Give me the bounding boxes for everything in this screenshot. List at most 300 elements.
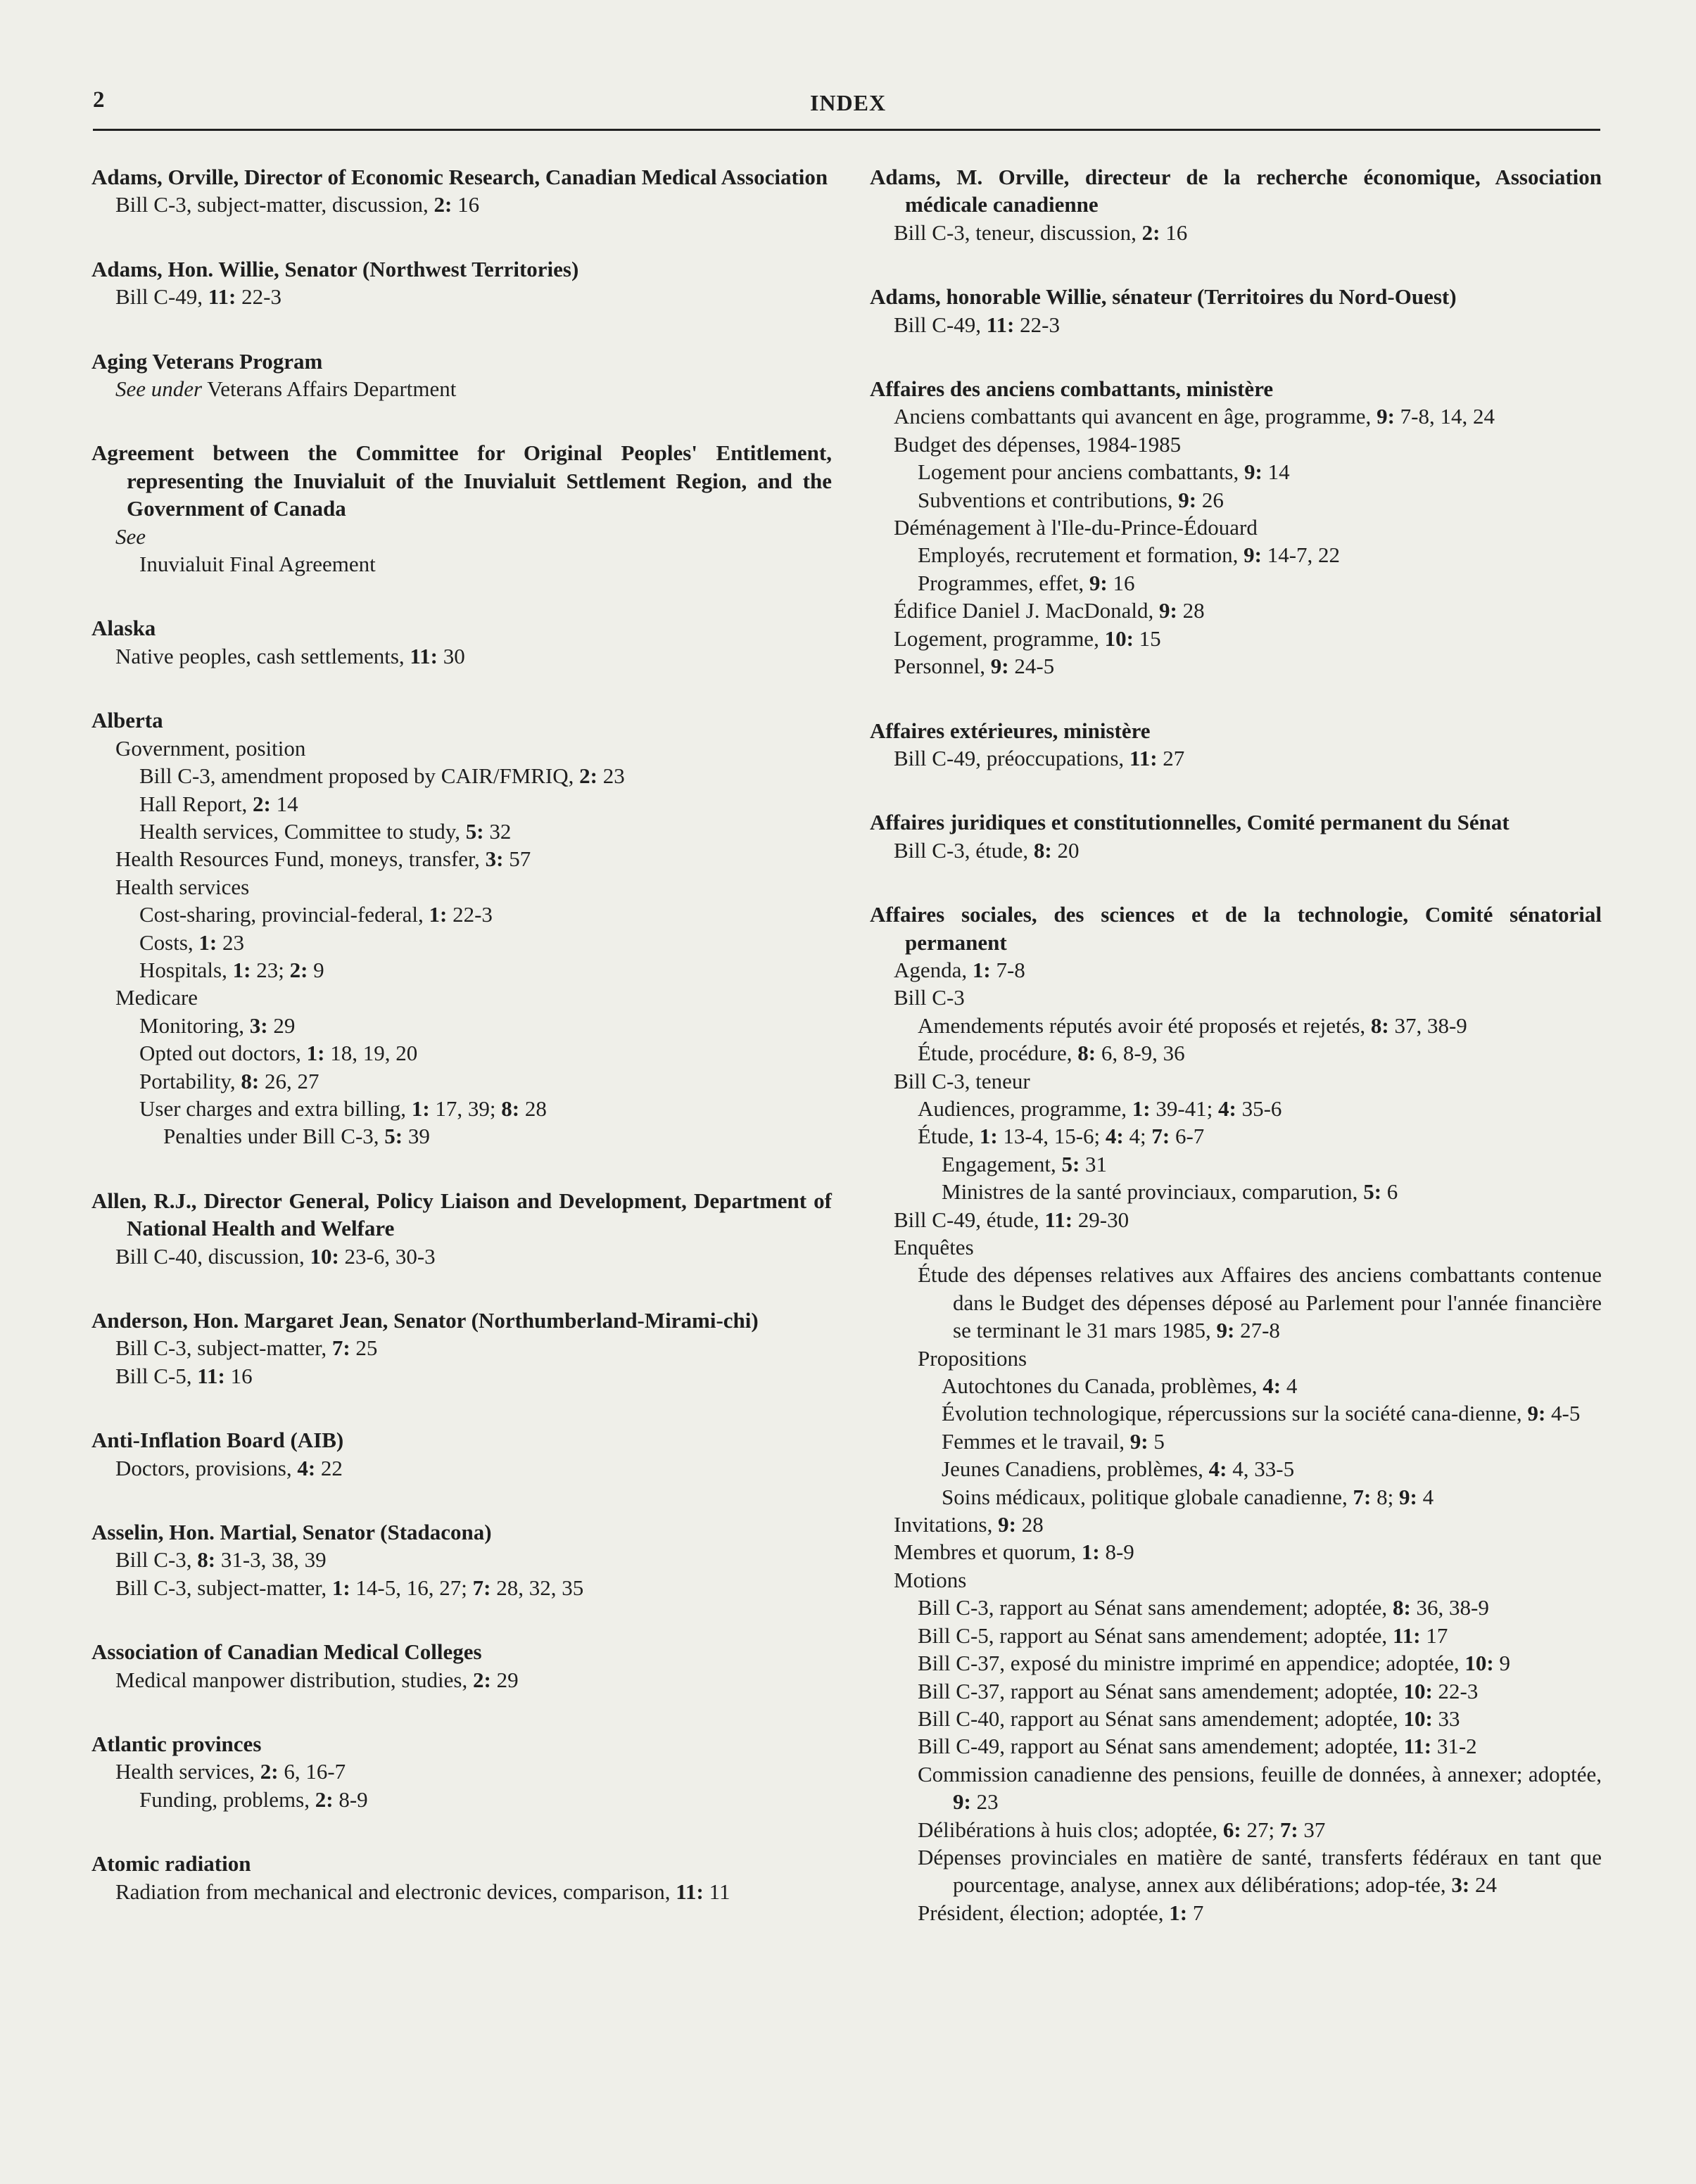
page-numbers: 28: [1177, 598, 1205, 623]
subline-text: Bill C-49, rapport au Sénat sans amendement; adoptée,: [918, 1734, 1404, 1759]
page-numbers: 27-8: [1234, 1318, 1280, 1343]
issue-number: 8:: [197, 1547, 216, 1573]
page-numbers: 7: [1187, 1900, 1204, 1925]
issue-number: 2:: [260, 1759, 279, 1784]
issue-number: 1:: [198, 929, 217, 955]
issue-number: 11:: [1044, 1207, 1073, 1232]
entry-subline: [870, 1233, 1602, 1261]
issue-number: 11:: [410, 643, 438, 668]
entry-subline: [870, 1649, 1602, 1677]
page-numbers: 25: [350, 1335, 378, 1361]
subline-text: Bill C-3: [894, 985, 965, 1010]
index-entry: [91, 348, 832, 403]
subline-text: Audiences, programme,: [918, 1096, 1132, 1121]
entry-subline: [870, 1511, 1602, 1538]
subline-text: User charges and extra billing,: [139, 1096, 412, 1121]
issue-number: 9:: [1244, 459, 1262, 485]
subline-text: Logement, programme,: [894, 626, 1105, 651]
issue-number: 2:: [1141, 220, 1160, 245]
page-numbers: 4-5: [1545, 1401, 1581, 1426]
subline-text: Commission canadienne des pensions, feuille de données, à annexer; adoptée,: [918, 1761, 1602, 1786]
issue-number: 9:: [1377, 404, 1395, 429]
subline-text: Soins médicaux, politique globale canadienne,: [942, 1484, 1353, 1509]
entry-subline: [870, 597, 1602, 624]
entry-subline: [91, 1012, 832, 1039]
issue-number: 9:: [953, 1789, 971, 1815]
issue-number: 1:: [1081, 1539, 1100, 1565]
see-reference-label: See: [115, 523, 146, 549]
subline-text: Bill C-49,: [894, 312, 987, 337]
entry-subline: [870, 1150, 1602, 1178]
entry-subline: [91, 1574, 832, 1601]
entry-subline: [91, 1362, 832, 1390]
page-numbers: 17: [1420, 1623, 1448, 1648]
issue-number: 7:: [331, 1335, 350, 1361]
entry-subline: [870, 1594, 1602, 1621]
subline-text: Opted out doctors,: [139, 1041, 307, 1066]
issue-number: 9:: [1089, 570, 1108, 595]
subline-text: Agenda,: [894, 957, 973, 982]
page-numbers: 6-7: [1170, 1124, 1205, 1149]
issue-number: 1:: [972, 957, 991, 982]
issue-number: 1:: [1169, 1900, 1188, 1925]
entry-subline: [870, 402, 1602, 430]
entry-subline: [91, 735, 832, 762]
page-numbers: 23;: [251, 957, 290, 982]
page-numbers: 18, 19, 20: [324, 1041, 418, 1066]
entry-subline: [91, 550, 832, 578]
subline-text: Native peoples, cash settlements,: [115, 643, 410, 668]
subline-text: Programmes, effet,: [918, 570, 1089, 595]
subline-text: Jeunes Canadiens, problèmes,: [942, 1456, 1209, 1482]
entry-subline: [870, 569, 1602, 597]
subline-text: Étude, procédure,: [918, 1041, 1078, 1066]
subline-text: Étude des dépenses relatives aux Affaires des anciens combattants contenue dans le Budget des dépenses déposé au Parlement pour l'année financière se terminant le 31 mars 1985,: [918, 1262, 1602, 1343]
see-reference-label: See under: [115, 376, 203, 402]
page-numbers: 36, 38-9: [1410, 1595, 1489, 1620]
page-numbers: 23-6, 30-3: [338, 1243, 436, 1269]
entry-subline: [870, 1428, 1602, 1455]
entry-subline: [91, 1758, 832, 1785]
subline-text: Cost-sharing, provincial-federal,: [139, 902, 429, 927]
issue-number: 11:: [986, 312, 1015, 337]
entry-subline: [91, 642, 832, 670]
issue-number: 4:: [1208, 1456, 1227, 1482]
entry-heading: Affaires sociales, des sciences et de la technologie, Comité sénatorial permanent: [870, 902, 1602, 955]
entry-subline: [870, 1816, 1602, 1843]
subline-text: Bill C-40, discussion,: [115, 1243, 310, 1269]
entry-subline: [870, 1455, 1602, 1483]
entry-heading: Atomic radiation: [91, 1851, 251, 1877]
page-numbers: 39: [403, 1124, 430, 1149]
index-entry: [91, 706, 832, 1150]
entry-subline: [91, 283, 832, 310]
entry-subline: [91, 1095, 832, 1122]
subline-text: Health services,: [115, 1759, 260, 1784]
subline-text: Bill C-3, subject-matter,: [115, 1335, 332, 1361]
page-numbers: 11: [703, 1879, 730, 1904]
subline-text: Bill C-49, préoccupations,: [894, 745, 1129, 770]
subline-text: Veterans Affairs Department: [202, 376, 457, 402]
page-numbers: 27;: [1241, 1817, 1280, 1842]
subline-text: Bill C-5,: [115, 1363, 198, 1388]
subline-text: Dépenses provinciales en matière de santé, transferts fédéraux en tant que pourcentage, analyse, annex aux délibérations; adop-tée,: [918, 1844, 1602, 1898]
page-numbers: 24: [1469, 1872, 1497, 1898]
entry-subline: [870, 744, 1602, 772]
page-numbers: 5: [1148, 1428, 1165, 1454]
entry-subline: [870, 541, 1602, 569]
entry-heading: Adams, Hon. Willie, Senator (Northwest Territories): [91, 256, 579, 281]
subline-text: Health Resources Fund, moneys, transfer,: [115, 846, 486, 872]
subline-text: Medical manpower distribution, studies,: [115, 1667, 473, 1692]
page-numbers: 4: [1417, 1484, 1434, 1509]
issue-number: 9:: [1178, 487, 1197, 512]
subline-text: Délibérations à huis clos; adoptée,: [918, 1817, 1223, 1842]
subline-text: Government, position: [115, 735, 306, 761]
subline-text: Bill C-5, rapport au Sénat sans amendement; adoptée,: [918, 1623, 1393, 1648]
page-numbers: 6: [1381, 1179, 1398, 1205]
subline-text: Doctors, provisions,: [115, 1455, 298, 1480]
page-numbers: 35-6: [1236, 1096, 1282, 1121]
entry-heading: Adams, honorable Willie, sénateur (Territoires du Nord-Ouest): [870, 284, 1457, 310]
issue-number: 3:: [249, 1012, 268, 1038]
entry-subline: [91, 901, 832, 928]
page-numbers: 15: [1133, 626, 1161, 651]
issue-number: 4:: [297, 1455, 316, 1480]
entry-heading: Anti-Inflation Board (AIB): [91, 1428, 344, 1453]
issue-number: 7:: [1151, 1124, 1170, 1149]
issue-number: 1:: [306, 1041, 325, 1066]
entry-subline: [870, 1012, 1602, 1039]
page-numbers: 6, 8-9, 36: [1096, 1041, 1185, 1066]
issue-number: 9:: [990, 654, 1009, 679]
entry-subline: [91, 1454, 832, 1482]
issue-number: 9:: [1243, 542, 1262, 568]
page-numbers: 16: [1160, 220, 1188, 245]
page-numbers: 28: [1015, 1512, 1044, 1537]
subline-text: Bill C-49, étude,: [894, 1207, 1045, 1232]
subline-text: Radiation from mechanical and electronic devices, comparison,: [115, 1879, 676, 1904]
issue-number: 2:: [315, 1786, 334, 1812]
page-numbers: 23: [970, 1789, 999, 1815]
subline-text: Édifice Daniel J. MacDonald,: [894, 598, 1160, 623]
entry-subline: [870, 956, 1602, 984]
subline-text: Budget des dépenses, 1984-1985: [894, 431, 1182, 457]
issue-number: 5:: [384, 1124, 403, 1149]
subline-text: Bill C-3, étude,: [894, 837, 1034, 863]
entry-heading: Allen, R.J., Director General, Policy Liaison and Development, Department of National Health and Welfare: [91, 1188, 832, 1241]
page-numbers: 26: [1196, 487, 1224, 512]
entry-subline: [91, 873, 832, 901]
page-numbers: 31-2: [1431, 1734, 1477, 1759]
issue-number: 3:: [485, 846, 504, 872]
issue-number: 3:: [1451, 1872, 1470, 1898]
page-numbers: 31-3, 38, 39: [215, 1547, 327, 1573]
entry-subline: [870, 514, 1602, 541]
entry-heading: Agreement between the Committee for Original Peoples' Entitlement, representing the Inuvialuit of the Inuvialuit Settlement Region, and the Government of Canada: [91, 440, 832, 521]
issue-number: 9:: [1159, 598, 1177, 623]
page-numbers: 23: [597, 763, 625, 789]
issue-number: 5:: [1363, 1179, 1382, 1205]
issue-number: 1:: [1132, 1096, 1151, 1121]
issue-number: 1:: [331, 1575, 350, 1600]
page-title: INDEX: [809, 90, 887, 115]
entry-subline: [91, 1666, 832, 1694]
entry-subline: [91, 984, 832, 1011]
issue-number: 11:: [208, 284, 236, 310]
entry-subline: [91, 762, 832, 789]
subline-text: Hospitals,: [139, 957, 233, 982]
subline-text: Inuvialuit Final Agreement: [139, 552, 376, 577]
subline-text: Bill C-3, rapport au Sénat sans amendement; adoptée,: [918, 1595, 1393, 1620]
index-entry: [870, 163, 1602, 246]
entry-subline: [870, 311, 1602, 338]
page-numbers: 29-30: [1072, 1207, 1129, 1232]
subline-text: Invitations,: [894, 1512, 999, 1537]
subline-text: Engagement,: [942, 1151, 1062, 1176]
page-numbers: 23: [217, 929, 244, 955]
entry-heading: Anderson, Hon. Margaret Jean, Senator (Northumberland-Mirami-chi): [91, 1308, 759, 1333]
issue-number: 8:: [241, 1068, 260, 1093]
index-entry: [91, 1850, 832, 1905]
issue-number: 2:: [434, 192, 453, 217]
issue-number: 5:: [1061, 1151, 1080, 1176]
subline-text: Bill C-3, amendment proposed by CAIR/FMRIQ,: [139, 763, 580, 789]
subline-text: Motions: [894, 1567, 967, 1592]
issue-number: 11:: [197, 1363, 225, 1388]
issue-number: 4:: [1262, 1373, 1282, 1399]
subline-text: Femmes et le travail,: [942, 1428, 1130, 1454]
entry-subline: [870, 486, 1602, 514]
subline-text: Bill C-37, exposé du ministre imprimé en appendice; adoptée,: [918, 1651, 1465, 1676]
entry-heading: Aging Veterans Program: [91, 348, 323, 374]
page-numbers: 22-3: [447, 902, 493, 927]
entry-subline: [91, 1786, 832, 1813]
issue-number: 9:: [1216, 1318, 1235, 1343]
subline-text: Président, élection; adoptée,: [918, 1900, 1170, 1925]
issue-number: 10:: [1403, 1706, 1433, 1731]
issue-number: 10:: [310, 1243, 339, 1269]
page-numbers: 22-3: [1432, 1678, 1479, 1703]
page-numbers: 22-3: [1014, 312, 1060, 337]
entry-subline: [91, 191, 832, 218]
entry-subline: [870, 1760, 1602, 1816]
issue-number: 7:: [1279, 1817, 1298, 1842]
page-numbers: 8-9: [1099, 1539, 1134, 1565]
entry-subline: [870, 1538, 1602, 1566]
index-entry: [91, 1187, 832, 1270]
subline-text: Enquêtes: [894, 1235, 974, 1259]
issue-number: 2:: [289, 957, 308, 982]
right-column: [870, 163, 1602, 1963]
entry-subline: [870, 652, 1602, 680]
issue-number: 9:: [1399, 1484, 1417, 1509]
issue-number: 11:: [1403, 1734, 1432, 1759]
page-numbers: 33: [1432, 1706, 1460, 1731]
subline-text: Personnel,: [894, 654, 991, 679]
subline-text: Bill C-40, rapport au Sénat sans amendement; adoptée,: [918, 1706, 1404, 1731]
entry-subline: [91, 1878, 832, 1905]
entry-subline: [870, 1843, 1602, 1899]
entry-subline: [870, 1705, 1602, 1732]
subline-text: Bill C-3, teneur, discussion,: [894, 220, 1142, 245]
issue-number: 5:: [465, 818, 484, 844]
header-rule: [93, 129, 1600, 131]
entry-subline: [91, 956, 832, 984]
page-numbers: 29: [267, 1012, 296, 1038]
index-entry: [870, 283, 1602, 338]
entry-subline: [870, 984, 1602, 1011]
entry-subline: [91, 1546, 832, 1573]
entry-subline: [91, 929, 832, 956]
issue-number: 1:: [979, 1124, 998, 1149]
index-entry: [870, 717, 1602, 773]
subline-text: Bill C-3, teneur: [894, 1068, 1030, 1093]
subline-text: Bill C-3, subject-matter,: [115, 1575, 332, 1600]
issue-number: 10:: [1104, 626, 1134, 651]
entry-subline: [870, 837, 1602, 864]
issue-number: 7:: [472, 1575, 491, 1600]
entry-subline: [91, 523, 832, 550]
issue-number: 1:: [232, 957, 251, 982]
subline-text: Bill C-49,: [115, 284, 208, 310]
entry-subline: [91, 790, 832, 818]
entry-subline: [870, 1206, 1602, 1233]
subline-text: Funding, problems,: [139, 1786, 315, 1812]
entry-subline: [91, 818, 832, 845]
page-numbers: 14-5, 16, 27;: [350, 1575, 473, 1600]
page-numbers: 20: [1051, 837, 1080, 863]
issue-number: 6:: [1222, 1817, 1241, 1842]
entry-subline: [870, 431, 1602, 458]
page-numbers: 9: [1493, 1651, 1510, 1676]
page-numbers: 31: [1080, 1151, 1108, 1176]
subline-text: Propositions: [918, 1345, 1027, 1371]
subline-text: Déménagement à l'Ile-du-Prince-Édouard: [894, 515, 1258, 540]
page-numbers: 30: [438, 643, 465, 668]
subline-text: Évolution technologique, répercussions sur la société cana-dienne,: [942, 1401, 1528, 1426]
issue-number: 4:: [1105, 1124, 1124, 1149]
issue-number: 4:: [1218, 1096, 1236, 1121]
entry-heading: Affaires extérieures, ministère: [870, 718, 1151, 743]
page-numbers: 29: [491, 1667, 519, 1692]
subline-text: Portability,: [139, 1068, 241, 1093]
page-numbers: 7-8: [990, 957, 1025, 982]
entry-subline: [870, 1095, 1602, 1122]
page-numbers: 32: [483, 818, 512, 844]
issue-number: 10:: [1403, 1678, 1433, 1703]
page-numbers: 4: [1281, 1373, 1298, 1399]
page-numbers: 4, 33-5: [1227, 1456, 1295, 1482]
index-entry: [91, 255, 832, 311]
issue-number: 9:: [1527, 1401, 1546, 1426]
page-numbers: 37, 38-9: [1388, 1012, 1467, 1038]
entry-subline: [91, 1334, 832, 1361]
entry-subline: [870, 1122, 1602, 1150]
subline-text: Costs,: [139, 929, 199, 955]
page-numbers: 7-8, 14, 24: [1394, 404, 1495, 429]
entry-subline: [870, 1899, 1602, 1926]
page-numbers: 28, 32, 35: [491, 1575, 584, 1600]
index-entry: [91, 1307, 832, 1390]
entry-subline: [870, 1483, 1602, 1511]
entry-subline: [870, 1677, 1602, 1705]
subline-text: Medicare: [115, 985, 198, 1010]
index-entry: [91, 163, 832, 219]
index-entry: [870, 901, 1602, 1926]
entry-subline: [91, 1122, 832, 1150]
page-numbers: 8;: [1371, 1484, 1399, 1509]
entry-heading: Adams, Orville, Director of Economic Research, Canadian Medical Association: [91, 165, 828, 189]
entry-subline: [870, 1372, 1602, 1399]
entry-subline: [870, 1261, 1602, 1344]
page-numbers: 14: [1262, 459, 1290, 485]
page-numbers: 39-41;: [1150, 1096, 1218, 1121]
page-numbers: 14: [270, 791, 298, 816]
entry-subline: [91, 375, 832, 402]
index-entry: [91, 1638, 832, 1694]
issue-number: 9:: [1129, 1428, 1148, 1454]
page-numbers: 17, 39;: [429, 1096, 502, 1121]
issue-number: 10:: [1464, 1651, 1494, 1676]
page-numbers: 16: [224, 1363, 253, 1388]
entry-heading: Affaires des anciens combattants, ministère: [870, 376, 1274, 402]
issue-number: 8:: [1033, 837, 1052, 863]
issue-number: 1:: [411, 1096, 430, 1121]
page-numbers: 22: [315, 1455, 343, 1480]
issue-number: 11:: [1129, 745, 1158, 770]
entry-subline: [870, 1622, 1602, 1649]
entry-subline: [870, 625, 1602, 652]
page-numbers: 16: [1107, 570, 1135, 595]
entry-subline: [870, 1039, 1602, 1067]
index-entry: [91, 1518, 832, 1601]
entry-subline: [91, 1067, 832, 1095]
page-numbers: 37: [1298, 1817, 1326, 1842]
entry-heading: Atlantic provinces: [91, 1732, 262, 1757]
issue-number: 7:: [1353, 1484, 1372, 1509]
subline-text: Bill C-3,: [115, 1547, 198, 1573]
subline-text: Ministres de la santé provinciaux, comparution,: [942, 1179, 1364, 1205]
page-numbers: 4;: [1123, 1124, 1152, 1149]
subline-text: Bill C-3, subject-matter, discussion,: [115, 192, 434, 217]
page-numbers: 26, 27: [259, 1068, 319, 1093]
index-entry: [870, 375, 1602, 680]
subline-text: Health services: [115, 874, 250, 899]
issue-number: 2:: [579, 763, 597, 789]
subline-text: Étude,: [918, 1124, 980, 1149]
issue-number: 8:: [1392, 1595, 1411, 1620]
entry-heading: Adams, M. Orville, directeur de la recherche économique, Association médicale canadienne: [870, 165, 1602, 217]
page-numbers: 13-4, 15-6;: [997, 1124, 1106, 1149]
index-entry: [91, 1730, 832, 1813]
subline-text: Hall Report,: [139, 791, 253, 816]
page-number: 2: [93, 87, 105, 113]
entry-heading: Affaires juridiques et constitutionnelles, Comité permanent du Sénat: [870, 810, 1510, 835]
page-numbers: 8-9: [333, 1786, 368, 1812]
entry-subline: [870, 1732, 1602, 1760]
entry-heading: Association of Canadian Medical Colleges: [91, 1639, 482, 1665]
issue-number: 11:: [676, 1879, 704, 1904]
issue-number: 8:: [1077, 1041, 1096, 1066]
issue-number: 8:: [501, 1096, 520, 1121]
subline-text: Anciens combattants qui avancent en âge, programme,: [894, 404, 1377, 429]
subline-text: Logement pour anciens combattants,: [918, 459, 1245, 485]
page-numbers: 28: [519, 1096, 547, 1121]
entry-subline: [870, 1399, 1602, 1427]
page-numbers: 24-5: [1008, 654, 1055, 679]
page-numbers: 16: [452, 192, 480, 217]
